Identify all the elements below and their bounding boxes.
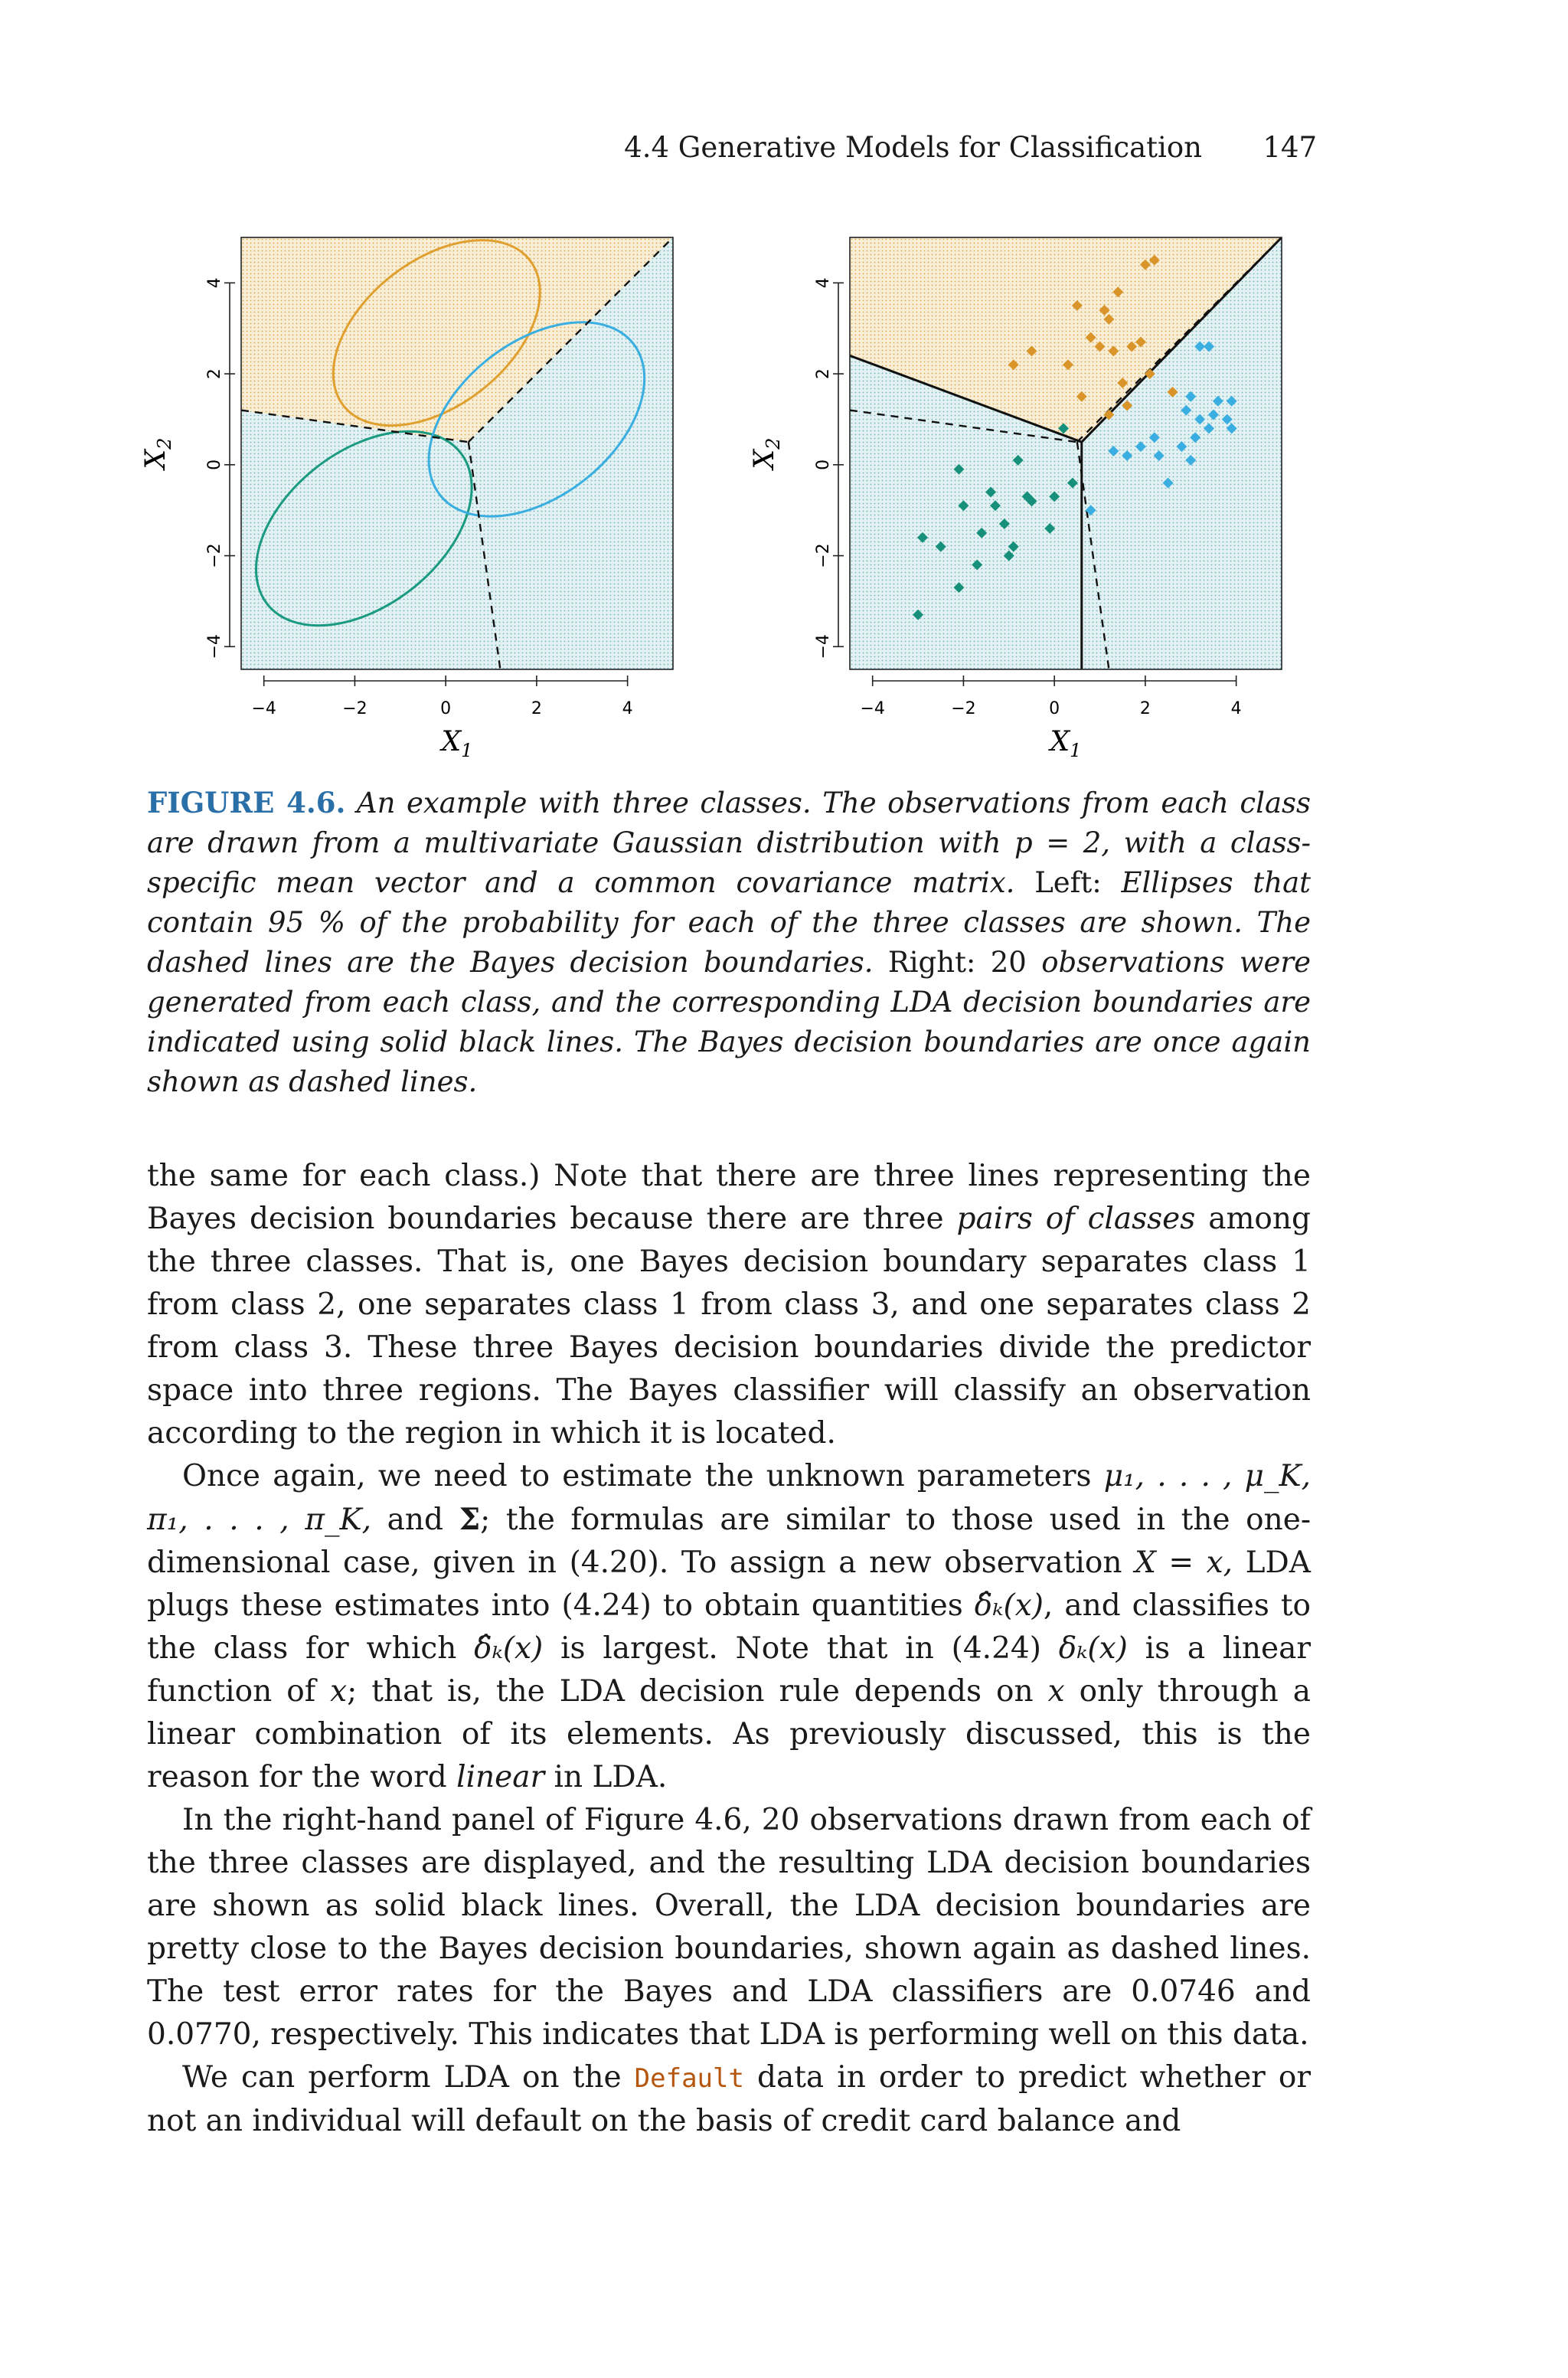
y-tick-label: 4 (205, 277, 224, 289)
left-y-label: $X_2$ (140, 437, 175, 469)
y-tick-label: −2 (205, 543, 224, 568)
x-tick-label: 2 (531, 699, 542, 718)
x-tick-label: −2 (951, 699, 976, 718)
x-tick-label: 4 (622, 699, 633, 718)
page-number: 147 (1263, 131, 1317, 164)
x-tick-label: 4 (1230, 699, 1242, 718)
caption-label: FIGURE 4.6. (147, 786, 346, 819)
x-tick-label: 0 (1049, 699, 1060, 718)
left-x-label: $X_1$ (441, 726, 473, 761)
y-tick-label: −4 (814, 634, 833, 659)
x-tick-label: 0 (440, 699, 452, 718)
y-tick-label: 4 (814, 277, 833, 289)
left-regions (220, 222, 681, 669)
x-tick-label: −4 (251, 699, 276, 718)
caption-text-2: Ellipses that contain 95 % of the probability for each of the three classes are shown. The dashed lines are the Bayes decision boundaries. (147, 866, 1312, 979)
right-x-label: $X_1$ (1050, 726, 1082, 761)
y-tick-label: −4 (205, 634, 224, 659)
caption-right-word: Right: (887, 946, 976, 979)
paragraph-3: In the right-hand panel of Figure 4.6, 20 observations drawn from each of the three classes are displayed, and the resulting LDA decision boundaries are shown as solid black lines. Overall, the LDA decision boundaries are pretty close to the Bayes decision boundaries, shown again as dashed lines. The test error rates for the Bayes and LDA classifiers are 0.0746 and 0.0770, respectively. This indicates that LDA is performing well on this data. (147, 1803, 1311, 2052)
y-tick-label: 2 (205, 368, 224, 380)
code-default: Default (634, 2063, 744, 2094)
paragraph-1: the same for each class.) Note that there are three lines representing the Bayes decision boundaries because there are three pairs of classes among the three classes. That is, one Bayes decision boundary separates class 1 from class 2, one separates class 1 from class 3, and one separates class 2 from class 3. These three Bayes decision boundaries divide the predictor space into three regions. The Bayes classifier will classify an observation according to the region in which it is located. (147, 1159, 1311, 1451)
right-panel (749, 237, 1282, 761)
running-head (582, 129, 1317, 167)
figure-4-6 (130, 222, 1325, 774)
body-text (147, 1155, 1311, 2143)
y-tick-label: 0 (205, 459, 224, 470)
caption-text-1: An example with three classes. The observations from each class are drawn from a multivariate Gaussian distribution with p = 2, with a class-specific mean vector and a common covariance matrix. (147, 787, 1312, 899)
section-title: 4.4 Generative Models for Classification (624, 131, 1202, 164)
figure-caption (147, 783, 1311, 1102)
paragraph-4: We can perform LDA on the Default data in order to predict whether or not an individual will default on the basis of credit card balance and (147, 2060, 1311, 2138)
x-tick-label: −4 (860, 699, 885, 718)
x-tick-label: −2 (342, 699, 368, 718)
right-regions (850, 237, 1282, 669)
y-tick-label: 2 (814, 368, 833, 380)
caption-left-word: Left: (1034, 866, 1102, 899)
y-tick-label: −2 (814, 543, 833, 568)
caption-count: 20 (990, 946, 1027, 979)
paragraph-2: Once again, we need to estimate the unknown parameters μ₁, . . . , μ_K, π₁, . . . , π_K, and Σ; the formulas are similar to those used in the one-dimensional case, given in (4.20). To assign a new observation X = x, LDA plugs these estimates into (4.24) to obtain quantities δ̂ₖ(x), and classifies to the class for which δ̂ₖ(x) is largest. Note that in (4.24) δₖ(x) is a linear function of x; that is, the LDA decision rule depends on x only through a linear combination of its elements. As previously discussed, this is the reason for the word linear in LDA. (147, 1459, 1312, 1794)
right-y-label: $X_2$ (749, 437, 784, 469)
caption-text-3: observations were generated from each class, and the corresponding LDA decision boundaries are indicated using solid black lines. The Bayes decision boundaries are once again shown as dashed lines. (147, 946, 1312, 1098)
left-panel (140, 222, 681, 761)
y-tick-label: 0 (814, 459, 833, 470)
x-tick-label: 2 (1139, 699, 1151, 718)
